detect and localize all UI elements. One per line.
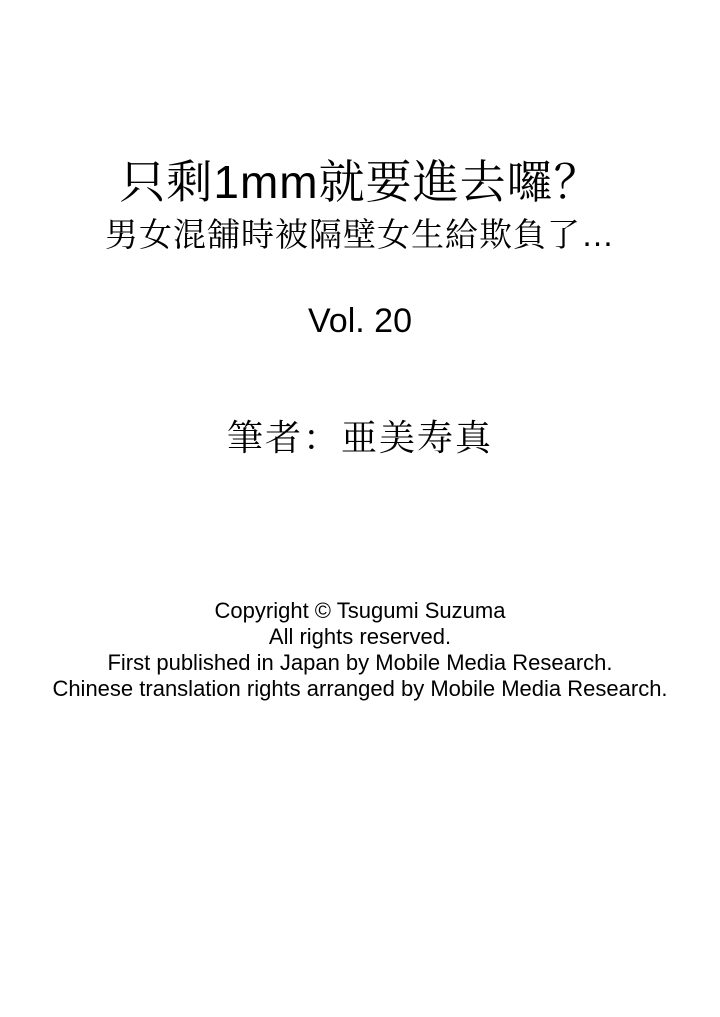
manga-subtitle: 男女混舖時被隔壁女生給欺負了… <box>105 216 615 253</box>
copyright-block <box>0 598 720 702</box>
volume-label: Vol. 20 <box>308 302 412 340</box>
copyright-line: Chinese translation rights arranged by Mobile Media Research. <box>52 676 668 701</box>
copyright-line: First published in Japan by Mobile Media Research. <box>107 650 613 675</box>
copyright-line: All rights reserved. <box>268 624 452 649</box>
manga-title: 只剩1mm就要進去囉？ <box>119 156 601 208</box>
author-line: 筆者：亜美寿真 <box>226 417 493 458</box>
copyright-line: Copyright © Tsugumi Suzuma <box>214 598 506 623</box>
